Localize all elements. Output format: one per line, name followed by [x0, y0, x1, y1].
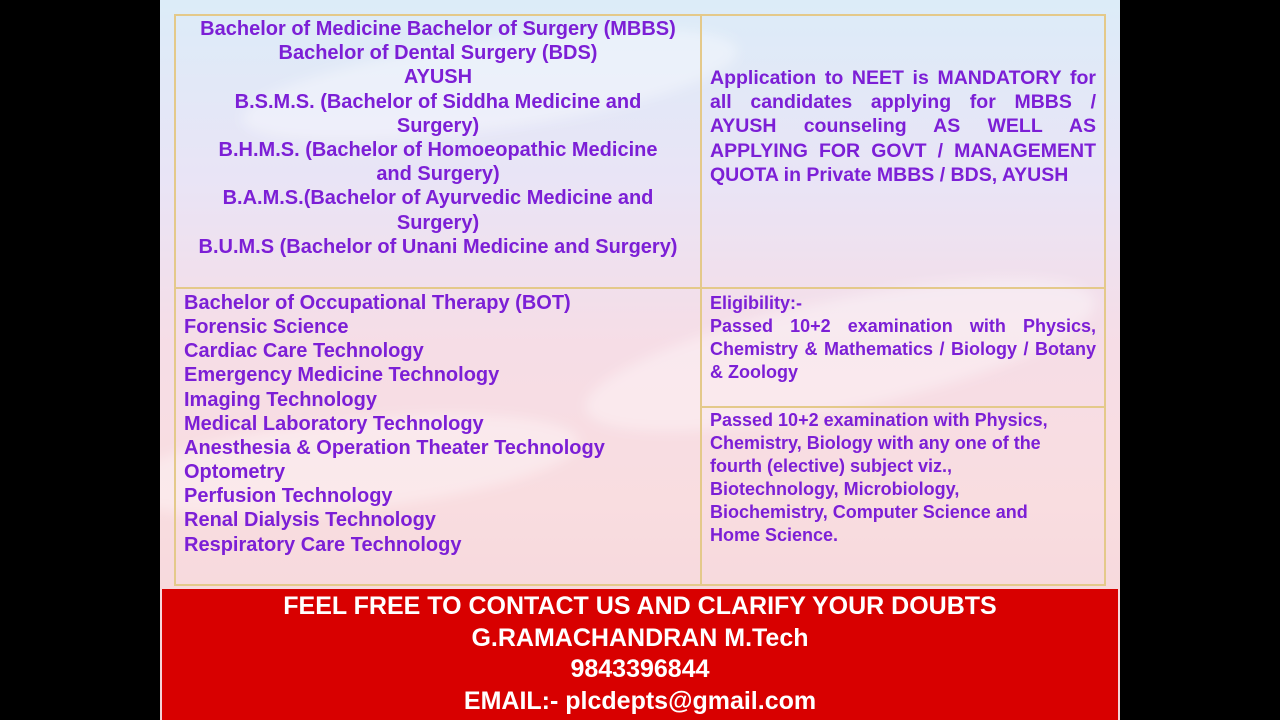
- list-item: Perfusion Technology: [184, 485, 393, 508]
- list-item: Respiratory Care Technology: [184, 533, 462, 556]
- eligibility-line: Biotechnology, Microbiology,: [710, 479, 960, 499]
- eligibility-line: Biochemistry, Computer Science and: [710, 502, 1028, 522]
- list-item: Emergency Medicine Technology: [184, 364, 500, 387]
- contact-name: G.RAMACHANDRAN M.Tech: [471, 623, 809, 652]
- list-item: Anesthesia & Operation Theater Technology: [184, 436, 605, 459]
- course-line: and Surgery): [376, 163, 500, 186]
- course-line: B.S.M.S. (Bachelor of Siddha Medicine and: [234, 90, 642, 113]
- course-line: Bachelor of Medicine Bachelor of Surgery (MBBS): [200, 18, 676, 40]
- course-line: Bachelor of Dental Surgery (BDS): [278, 42, 598, 65]
- table-divider-eligibility: [700, 406, 1106, 408]
- eligibility-cell-1: [710, 292, 1096, 384]
- list-item: Renal Dialysis Technology: [184, 509, 436, 532]
- eligibility-line: fourth (elective) subject viz.,: [710, 456, 953, 476]
- list-item: Medical Laboratory Technology: [184, 412, 484, 435]
- list-item: Bachelor of Occupational Therapy (BOT): [184, 292, 571, 314]
- eligibility-heading: Eligibility:-: [710, 293, 802, 313]
- course-line: AYUSH: [403, 66, 473, 89]
- table-divider-horizontal: [174, 287, 1106, 289]
- course-line: B.A.M.S.(Bachelor of Ayurvedic Medicine and: [222, 187, 654, 210]
- eligibility-line: Home Science.: [710, 525, 839, 545]
- list-item: Cardiac Care Technology: [184, 340, 424, 363]
- contact-phone: 9843396844: [570, 655, 710, 683]
- table-divider-vertical: [700, 14, 702, 586]
- contact-headline: FEEL FREE TO CONTACT US AND CLARIFY YOUR DOUBTS: [283, 592, 997, 620]
- neet-note-cell: Application to NEET is MANDATORY for all candidates applying for MBBS / AYUSH counseling AS WELL AS APPLYING FOR GOVT / MANAGEMENT QUOTA in Private MBBS / BDS, AYUSH: [710, 67, 1096, 186]
- eligibility-cell-2: [710, 409, 1096, 547]
- eligibility-text-1: Passed 10+2 examination with Physics, Chemistry & Mathematics / Biology / Botany & Zoology: [710, 316, 1096, 382]
- eligibility-line: Passed 10+2 examination with Physics,: [710, 410, 1048, 430]
- list-item: Forensic Science: [184, 316, 349, 339]
- course-line: Surgery): [396, 211, 480, 234]
- course-line: Surgery): [396, 114, 480, 137]
- contact-banner: [162, 589, 1118, 720]
- list-item: Imaging Technology: [184, 388, 377, 411]
- medical-courses-cell: [176, 17, 700, 259]
- paramedical-courses-cell: [184, 291, 694, 557]
- course-line: B.H.M.S. (Bachelor of Homoeopathic Medicine: [218, 139, 658, 162]
- list-item: Optometry: [184, 461, 286, 484]
- contact-email: EMAIL:- plcdepts@gmail.com: [463, 686, 817, 715]
- eligibility-line: Chemistry, Biology with any one of the: [710, 433, 1041, 453]
- slide: [160, 0, 1120, 720]
- course-line: B.U.M.S (Bachelor of Unani Medicine and Surgery): [198, 235, 678, 258]
